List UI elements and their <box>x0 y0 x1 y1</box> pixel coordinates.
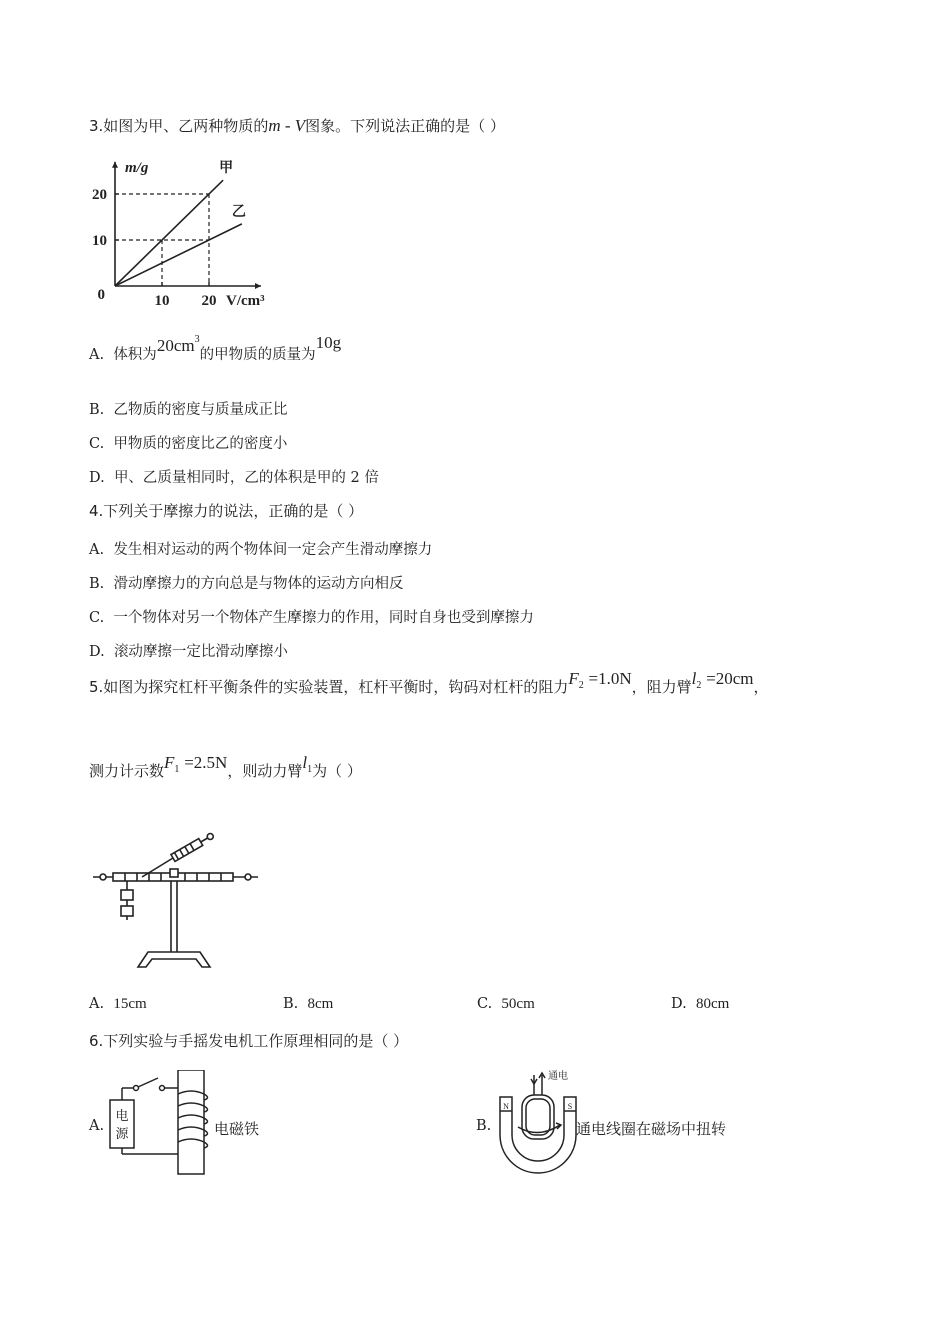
q5-text: 5.如图为探究杠杆平衡条件的实验装置，杠杆平衡时，钩码对杠杆的阻力 <box>89 678 569 696</box>
option-text: 体积为 <box>113 347 157 363</box>
q5-f1-symbol: F <box>164 753 175 772</box>
option-text: 15cm <box>113 996 147 1012</box>
option-letter: C. <box>89 610 105 626</box>
option-text: 滚动摩擦一定比滑动摩擦小 <box>113 644 288 660</box>
option-math-volume: 20cm <box>156 336 195 355</box>
lever-pivot <box>170 869 178 877</box>
electromagnet-figure <box>106 1070 216 1178</box>
q5-option-c[interactable] <box>477 996 535 1013</box>
option-text: 的甲物质的质量为 <box>199 347 316 363</box>
option-text: 8cm <box>307 996 334 1012</box>
q5-option-b[interactable] <box>283 996 333 1013</box>
chart-axes <box>92 160 265 309</box>
y-axis-arrow <box>112 162 118 168</box>
x-tick-label: 20 <box>201 293 217 309</box>
q5-text: ， <box>753 678 769 696</box>
q5-l2-subscript: 2 <box>696 680 702 691</box>
option-text: 一个物体对另一个物体产生摩擦力的作用，同时自身也受到摩擦力 <box>113 610 534 626</box>
option-letter: A. <box>89 996 105 1012</box>
q6-option-a-letter[interactable]: A. <box>89 1118 105 1134</box>
q4-option-b[interactable] <box>89 572 403 593</box>
q5-l1-symbol: l <box>302 753 308 772</box>
q3-stem-suffix: 图象。下列说法正确的是（ ） <box>305 117 505 135</box>
switch-lever <box>138 1078 158 1087</box>
lever-end-left <box>100 874 106 880</box>
option-text: 乙物质的密度与质量成正比 <box>113 402 288 418</box>
q5-f2-symbol: F <box>568 669 579 688</box>
q5-text: ，则动力臂 <box>227 762 303 780</box>
option-text: 甲、乙质量相同时，乙的体积是甲的 2 倍 <box>113 470 379 486</box>
q5-stem-line2 <box>89 753 362 783</box>
spring-scale <box>171 832 215 862</box>
q5-text: ，阻力臂 <box>631 678 692 696</box>
option-letter: B. <box>89 402 105 418</box>
q5-option-a[interactable] <box>89 996 147 1013</box>
power-label-1: 电 <box>115 1108 129 1123</box>
q5-l1-subscript: 1 <box>307 764 313 775</box>
q6-stem: 6.下列实验与手摇发电机工作原理相同的是（ ） <box>89 1032 409 1050</box>
option-math-mass: 10g <box>315 333 342 352</box>
q3-option-c[interactable] <box>89 432 287 453</box>
hook-weight-2 <box>121 906 133 916</box>
q5-stem-line1 <box>89 669 769 699</box>
q5-f1-value: =2.5N <box>184 753 228 772</box>
q4-option-d[interactable] <box>89 640 288 661</box>
option-letter: A. <box>89 347 105 363</box>
series-line-jia <box>115 180 223 286</box>
q3-stem-prefix: 3.如图为甲、乙两种物质的 <box>89 117 269 135</box>
option-math-sup: 3 <box>194 334 200 345</box>
q5-text: 测力计示数 <box>89 762 165 780</box>
origin-label: 0 <box>97 287 105 303</box>
option-text: 发生相对运动的两个物体间一定会产生滑动摩擦力 <box>113 542 433 558</box>
option-letter: B. <box>89 576 105 592</box>
q3-option-a[interactable] <box>89 333 342 364</box>
option-letter: D. <box>671 996 687 1012</box>
hook-weight-1 <box>121 890 133 900</box>
option-letter: D. <box>89 644 105 660</box>
y-tick-label: 10 <box>92 233 107 249</box>
motor-coil-figure <box>494 1065 584 1177</box>
y-tick-label: 20 <box>92 187 107 203</box>
q3-stem-v: V <box>294 116 306 135</box>
power-label-2: 源 <box>115 1126 129 1141</box>
q5-option-d[interactable] <box>671 996 729 1013</box>
lever-apparatus-figure <box>88 822 268 972</box>
q6-option-b-letter[interactable]: B. <box>476 1118 492 1134</box>
option-letter: C. <box>477 996 493 1012</box>
q6-option-b-label: 通电线圈在磁场中扭转 <box>576 1120 727 1138</box>
q5-l2-value: =20cm <box>706 669 754 688</box>
stand-base <box>138 952 210 967</box>
q3-option-d[interactable] <box>89 466 379 487</box>
iron-core <box>178 1070 204 1174</box>
q4-stem: 4.下列关于摩擦力的说法，正确的是（ ） <box>89 502 364 520</box>
option-letter: C. <box>89 436 105 452</box>
option-letter: A. <box>89 542 105 558</box>
y-axis-label: m/g <box>125 159 149 176</box>
x-tick-label: 10 <box>154 293 170 309</box>
pole-n-label: N <box>503 1102 509 1111</box>
q3-stem <box>89 115 505 136</box>
option-text: 滑动摩擦力的方向总是与物体的运动方向相反 <box>113 576 404 592</box>
option-text: 50cm <box>501 996 535 1012</box>
lever-end-right <box>245 874 251 880</box>
q5-f2-subscript: 2 <box>578 680 584 691</box>
x-axis-arrow <box>255 283 261 289</box>
option-text: 80cm <box>695 996 730 1012</box>
series-line-yi <box>115 224 242 286</box>
option-letter: B. <box>283 996 299 1012</box>
q5-l2-symbol: l <box>691 669 697 688</box>
option-letter: D. <box>89 470 105 486</box>
q5-f1-subscript: 1 <box>174 764 180 775</box>
series-label: 乙 <box>231 204 246 220</box>
q3-stem-m: m <box>268 116 281 135</box>
q6-option-a-label: 电磁铁 <box>214 1120 260 1138</box>
q5-f2-value: =1.0N <box>588 669 632 688</box>
q4-option-a[interactable] <box>89 538 432 559</box>
q3-mv-chart <box>85 150 315 315</box>
q4-option-c[interactable] <box>89 606 534 627</box>
q3-option-b[interactable] <box>89 398 287 419</box>
pole-s-label: S <box>567 1102 573 1111</box>
x-axis-label: V/cm³ <box>226 293 265 309</box>
q5-text: 为（ ） <box>312 762 362 780</box>
chart-marks <box>115 160 246 286</box>
series-label: 甲 <box>219 161 234 177</box>
option-text: 甲物质的密度比乙的密度小 <box>113 436 288 452</box>
current-label: 通电 <box>548 1071 568 1082</box>
q3-stem-dash: - <box>280 116 295 135</box>
